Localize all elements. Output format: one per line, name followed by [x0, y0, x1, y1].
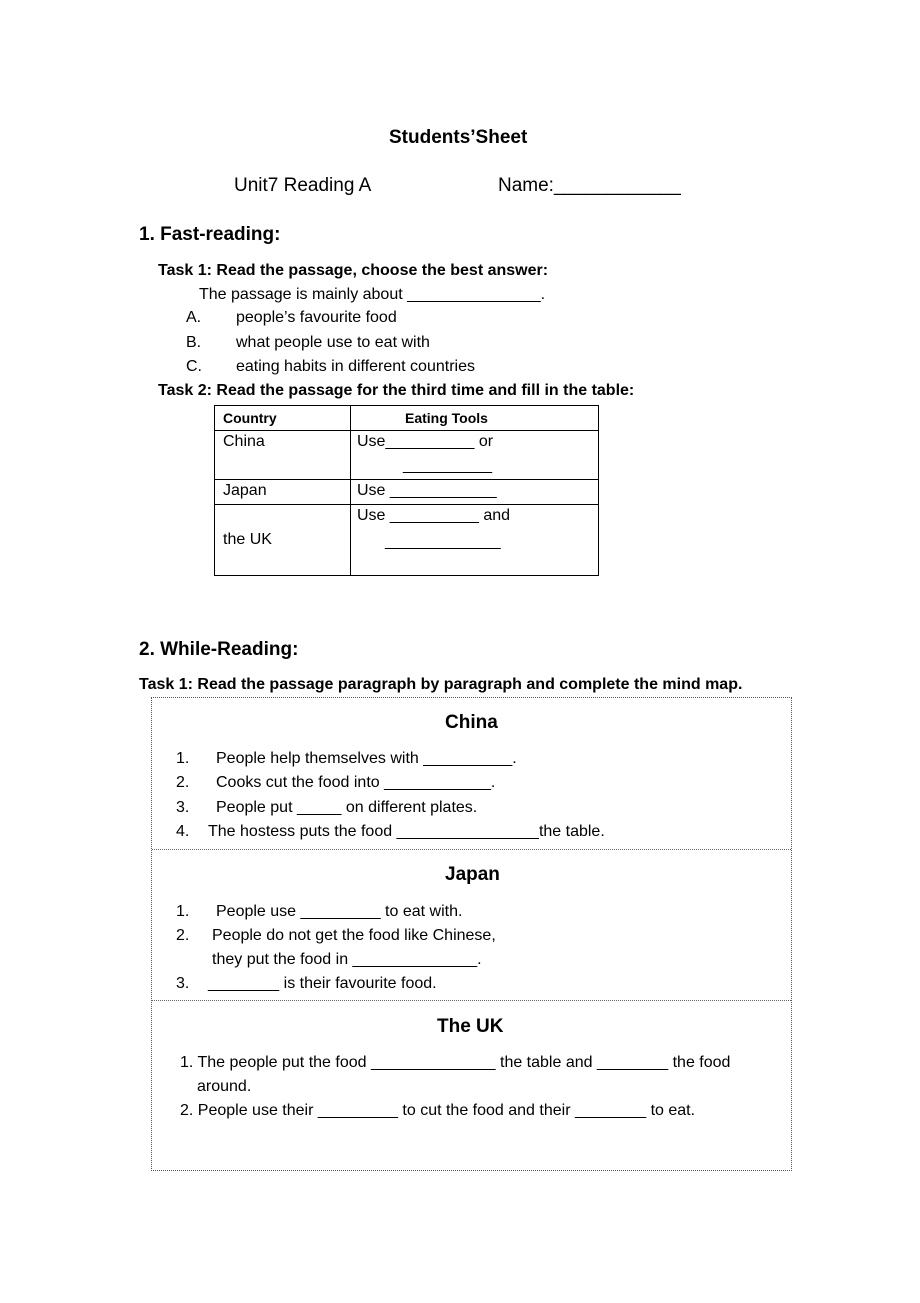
list-item — [176, 903, 462, 921]
table-cell-tools: Use ____________ — [357, 482, 497, 499]
list-item — [197, 1078, 251, 1096]
item-number: 2. — [176, 927, 190, 944]
unit-label: Unit7 Reading A — [234, 175, 372, 196]
while-task1-label: Task 1: Read the passage paragraph by paragraph and complete the mind map. — [139, 676, 743, 693]
item-text: 2. People use their _________ to cut the food and their ________ to eat. — [180, 1102, 696, 1119]
list-item — [176, 927, 496, 945]
section-title-uk: The UK — [437, 1016, 504, 1037]
option-text: eating habits in different countries — [236, 358, 475, 375]
table-divider — [350, 406, 351, 575]
task2-label: Task 2: Read the passage for the third time and fill in the table: — [158, 382, 635, 399]
table-cell-country: the UK — [223, 531, 272, 548]
table-cell-tools: Use__________ or — [357, 433, 494, 450]
option-text: what people use to eat with — [236, 334, 430, 351]
section-divider — [152, 849, 791, 850]
item-text: 1. The people put the food ______________ the table and ________ the food — [180, 1054, 731, 1071]
list-item — [180, 1102, 695, 1120]
item-number: 2. — [176, 774, 190, 791]
item-text: ________ is their favourite food. — [208, 975, 437, 992]
task1-label: Task 1: Read the passage, choose the best answer: — [158, 262, 549, 279]
item-text: People do not get the food like Chinese, — [212, 927, 496, 944]
item-text: The hostess puts the food ________________the table. — [208, 823, 605, 840]
list-item — [176, 823, 605, 841]
option-a — [186, 309, 397, 327]
task1-question: The passage is mainly about _______________. — [199, 286, 546, 303]
list-item — [180, 1054, 730, 1072]
table-divider — [215, 430, 598, 431]
option-letter: C. — [186, 358, 202, 375]
list-item — [176, 799, 477, 817]
list-item — [176, 975, 437, 993]
option-letter: A. — [186, 309, 202, 326]
list-item — [176, 750, 517, 768]
fast-reading-heading: 1. Fast-reading: — [139, 224, 281, 245]
item-text: People help themselves with __________. — [216, 750, 517, 767]
table-header-country: Country — [223, 410, 277, 426]
table-cell-tools: _____________ — [385, 533, 501, 550]
item-text: around. — [197, 1078, 252, 1095]
table-cell-country: China — [223, 433, 265, 450]
item-text: Cooks cut the food into ____________. — [216, 774, 496, 791]
table-divider — [215, 479, 598, 480]
section-divider — [152, 1000, 791, 1001]
page-title: Students’Sheet — [389, 127, 528, 148]
option-b — [186, 334, 430, 352]
eating-tools-table — [214, 405, 599, 576]
list-item — [176, 774, 495, 792]
option-c — [186, 358, 475, 376]
table-header-tools: Eating Tools — [405, 410, 488, 426]
item-text: they put the food in ______________. — [212, 951, 482, 968]
table-cell-country: Japan — [223, 482, 267, 499]
while-reading-heading: 2. While-Reading: — [139, 639, 299, 660]
item-number: 1. — [176, 750, 190, 767]
table-divider — [215, 504, 598, 505]
section-title-china: China — [445, 712, 498, 733]
item-number: 3. — [176, 799, 190, 816]
name-field-label: Name:____________ — [498, 175, 681, 196]
section-title-japan: Japan — [445, 864, 500, 885]
mind-map — [151, 697, 792, 1171]
option-text: people’s favourite food — [236, 309, 397, 326]
item-number: 1. — [176, 903, 190, 920]
table-cell-tools: __________ — [403, 457, 492, 474]
option-letter: B. — [186, 334, 202, 351]
list-item — [212, 951, 482, 969]
item-text: People use _________ to eat with. — [216, 903, 463, 920]
item-text: People put _____ on different plates. — [216, 799, 478, 816]
item-number: 4. — [176, 823, 190, 840]
table-cell-tools: Use __________ and — [357, 507, 511, 524]
item-number: 3. — [176, 975, 190, 992]
